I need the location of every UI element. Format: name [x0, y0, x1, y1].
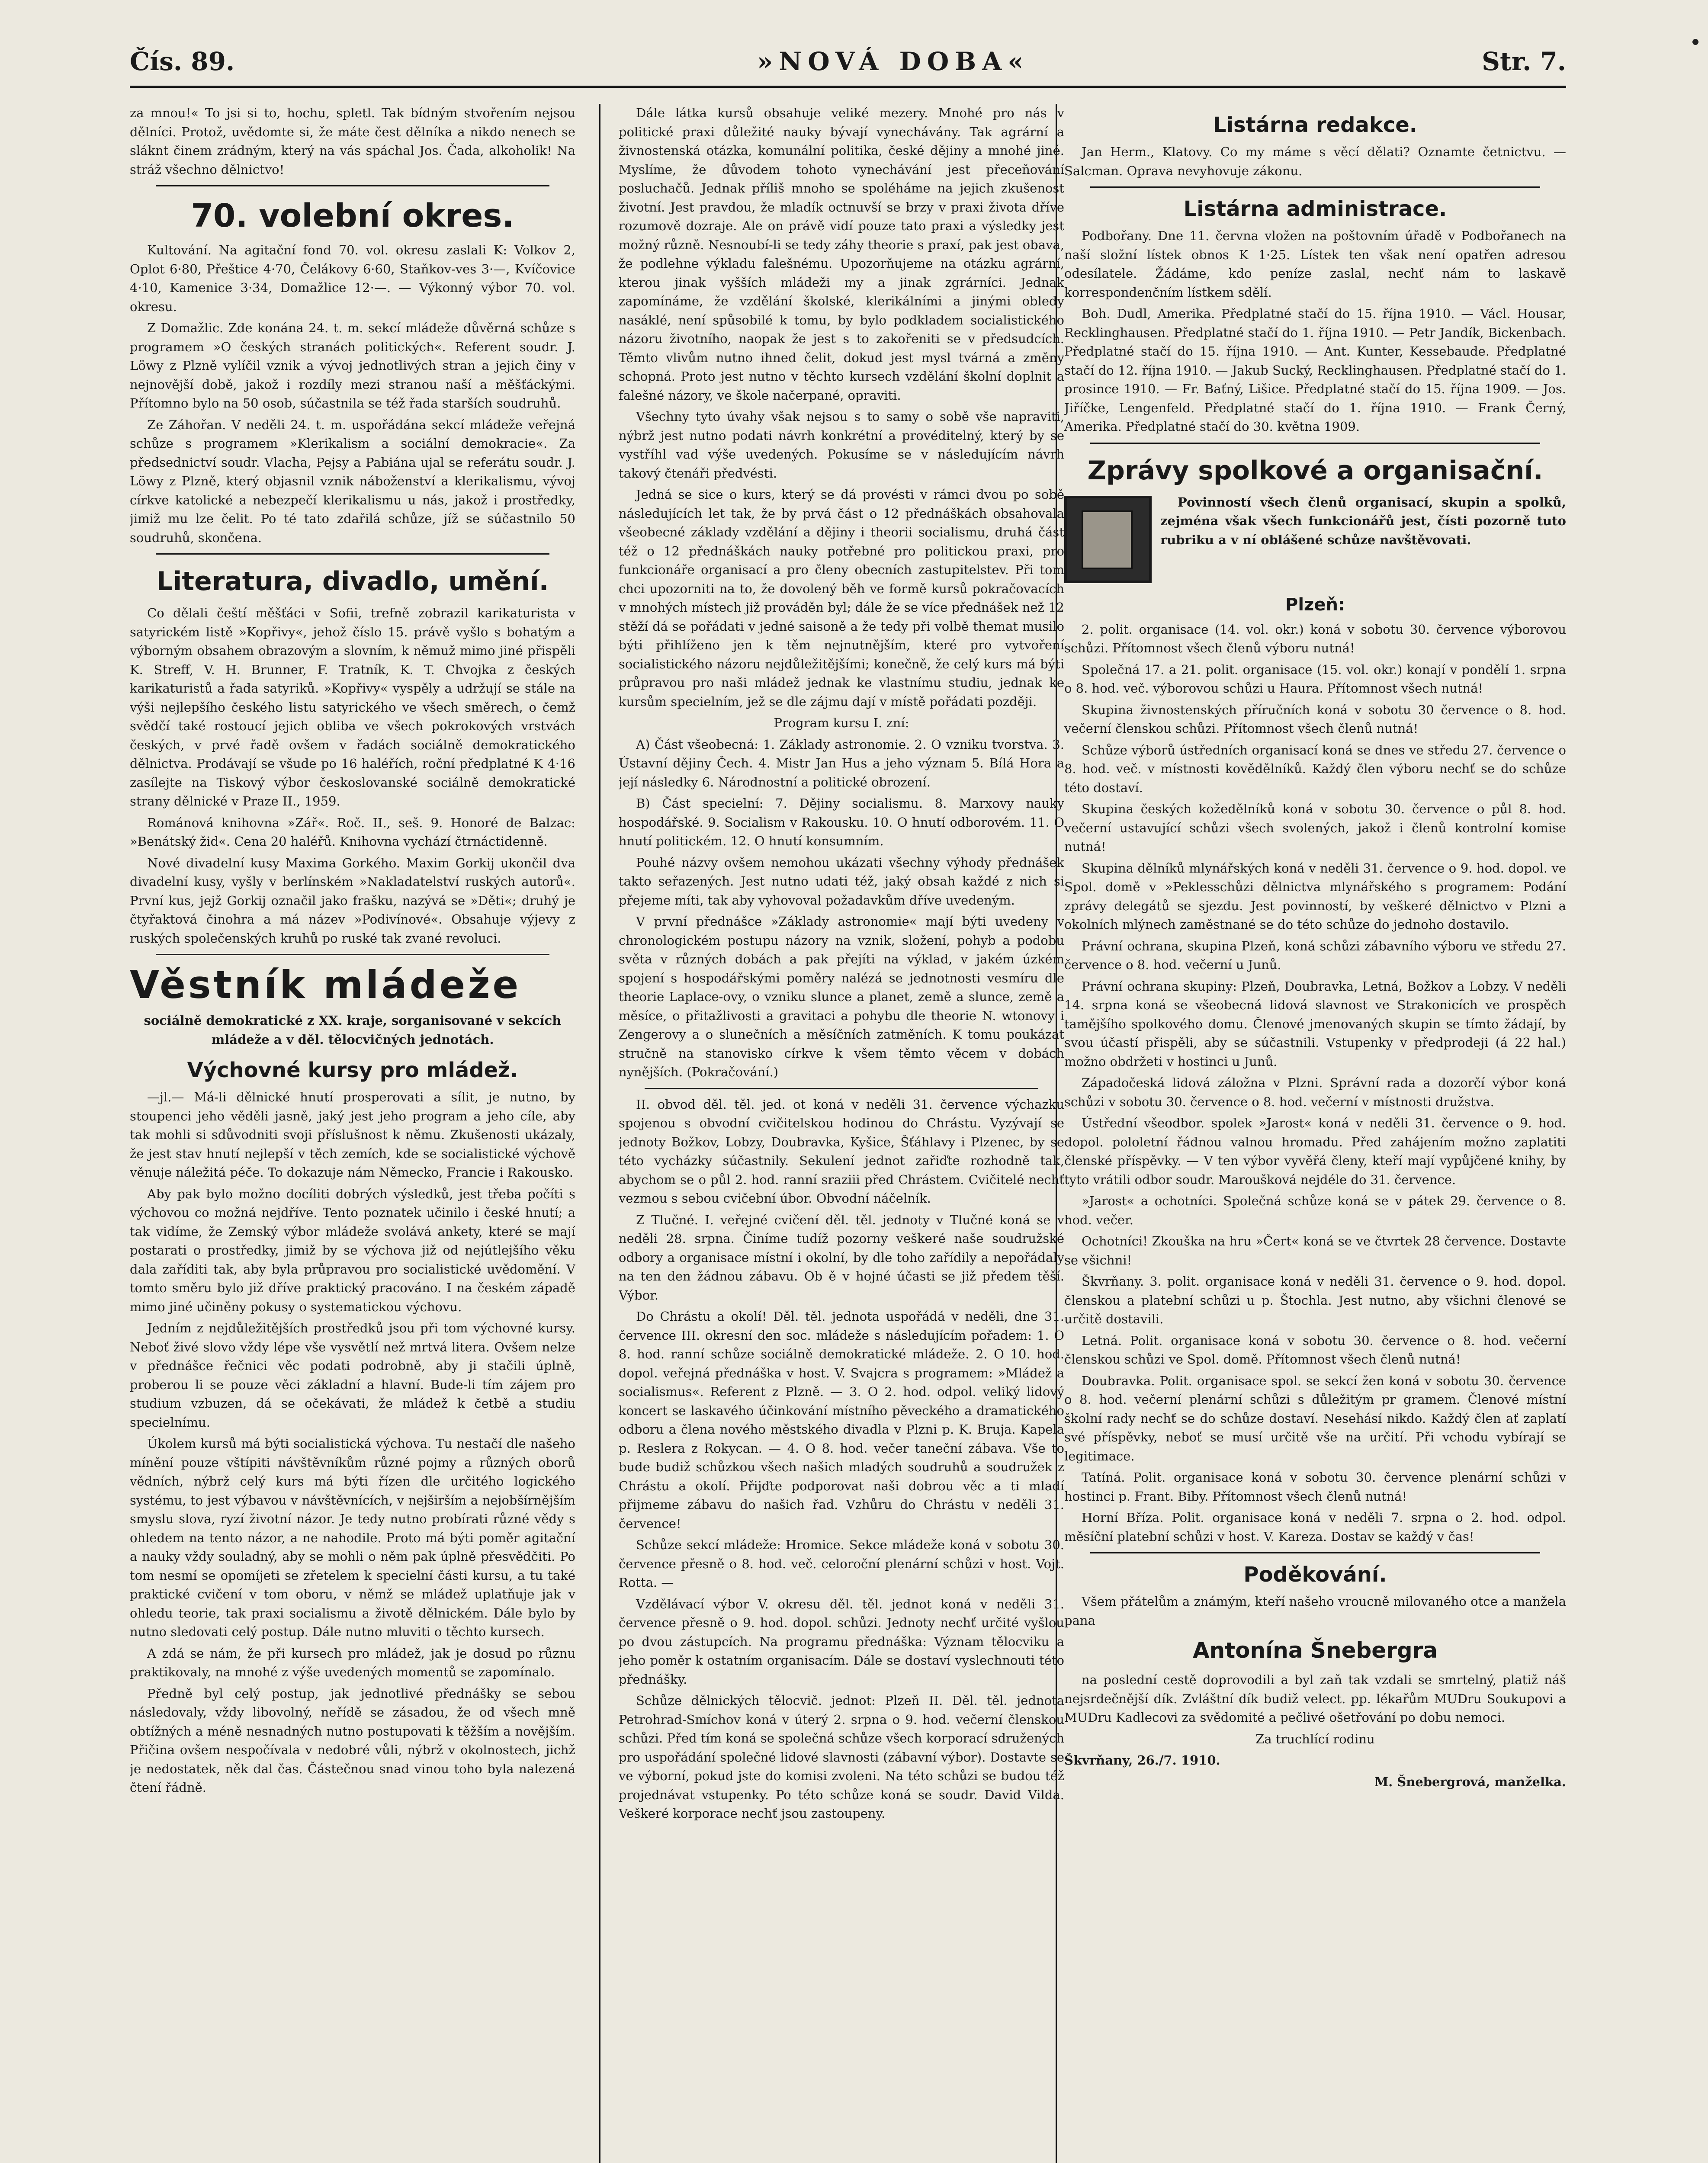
vignette-image [1064, 496, 1152, 583]
page-header [130, 47, 1566, 90]
organisation-intro: Povinností všech členů organisací, skupin a spolků, zejména však všech funkcionářů jest, čísti pozorně tuto rubriku a v ní oblášené schůze navštěvovati. [1160, 494, 1566, 547]
notice-sekce-mladeze: Schůze sekcí mládeže: Hromice. Sekce mládeže koná v sobotu 30. července přesně o 8. hod. več. celoroční plenární schůzi v host. Vojt. Rotta. — [619, 1537, 1064, 1590]
heading-vychovne-kursy: Výchovné kursy pro mládež. [187, 1058, 518, 1082]
news-kultovani: Kultování. Na agitační fond 70. vol. okresu zaslali K: Volkov 2, Oplot 6·80, Přeštice 4·70, Čelákovy 6·60, Staňkov-ves 3·—, Kvíčovice 4·10, Kamenice 3·34, Domažlice 12·—. — Výkonný výbor 70. vol. okresu. [130, 243, 575, 314]
section-rule [156, 553, 549, 555]
kursy-paragraph: Úkolem kursů má býti socialistická výchova. Tu nestačí dle našeho mínění pouze vštípiti návštěvníkům různé pojmy a různých oborů vědních, nýbrž celý kurs má býti řízen dle určitého logického systému, to jest výbavou v návštěvnících, v nejširším a nejobšírnějším smyslu slova, ryzí životní názor. Je tedy nutno probírati různé vědy s ohledem na tento názor, a ne nahodile. Proto má býti poměr agitační a nauky vždy souladný, aby se mohli o něm pak úplně přesvědčiti. Po tom nesmí se opomíjeti se zřetelem k specielní části kursu, a tu také praktické cvičení v tom oboru, v němž se mládež uplatňuje jak v ohledu teorie, tak praxi socialismu a životě dělnickém. Dále bylo by nutno sledovati celý postup. Dále nutno mluviti o těchto kursech. [130, 1436, 575, 1639]
program-title: Program kursu I. zní: [774, 716, 909, 730]
kursy-continuation: V první přednášce »Základy astronomie« mají býti uvedeny v chronologickém postupu názory na vznik, složení, pohyb a podobu světa v různých dobách a pak přejíti na výklad, v jakém úzkém spojení s hospodářskými poměry nalézá se jednotnosti vesmíru dle theorie Laplace-ovy, o vzniku slunce a planet, země a slunce, země a měsíce, o přitažlivosti a gravitaci a pohybu dle theorie N. wtonovy i Zengerovy a o slunečních a měsíčních zatměních. K tomu poukázat stručně na stanovisko církve k všem těmto věcem v dobách nynějších. (Pokračování.) [619, 914, 1064, 1079]
kursy-continuation: Dále látka kursů obsahuje veliké mezery. Mnohé pro nás v politické praxi důležité nauky bývají vynechávány. Tak agrární a živnostenská otázka, komunální politika, české dějiny a mnohé jiné. Myslíme, že důvodem tohoto vynechávání jest přeceňování posluchačů. Jednak příliš mnoho se spoléháme na jejich zkušenost životní. Jest pravdou, že mladík octnuvší se brzy v praxi života dříve rozumově dozraje. Ale on právě vidí pouze tato praxi a výsledky jest možný různě. Nesnoubí-li se tedy záhy theorie s praxí, pak jest obava, že podlehne výkladu falešnému. Upozorňujeme na otázku agrární, kterou jinak vyšších mládeži my a jinak zgrárníci. Jednak zapomínáme, že vzdělání školské, klerikálními a jinými obledy nasáklé, není spůsobilé k tomu, by bylo podkladem socialistického názoru životního, naopak že jest s to zakořeniti se v předsudcích. Těmto vlivům nutno ihned čelit, dokud jest mysl tvárná a změny schopná. Proto jest nutno v těchto kursech vzdělání školní doplnit a falešné názory, ve škole načerpané, opraviti. [619, 106, 1064, 403]
lit-gorkij: Nové divadelní kusy Maxima Gorkého. Maxim Gorkij ukončil dva divadelní kusy, vyšly v berlínském »Nakladatelství ruských autorů«. První kus, jejž Gorkij označil jako frašku, nazývá se »Děti«; druhý je čtyřaktová činohra a má název »Podivínové«. Obsahuje výjevy z ruských společenských kruhů po ruské tak zvané revoluci. [130, 855, 575, 946]
podekovani-text: na poslední cestě doprovodili a byl zaň tak vzdali se smrtelný, platiž náš nejsrdečnější dík. Zvláštní dík budiž velect. pp. lékařům MUDru Soukupovi a MUDru Kadlecovi za svědomité a pečlivé ošetřování po dobu nemoci. [1064, 1672, 1566, 1725]
kursy-continuation: Všechny tyto úvahy však nejsou s to samy o sobě vše napraviti, nýbrž jest nutno podati návrh konkrétní a provéditelný, který by se vystříhl vad výše uvedených. Pokusíme se v následujícím návrh takový čtenáři předvésti. [619, 409, 1064, 481]
vestnik-subtitle: sociálně demokratické z XX. kraje, sorganisované v sekcích mládeže a v děl. tělocvičných jednotách. [144, 1013, 562, 1047]
section-rule [156, 954, 549, 955]
podekovani-place-date: Škvrňany, 26./7. 1910. [1064, 1753, 1220, 1768]
org-notice: Tatíná. Polit. organisace koná v sobotu 30. července plenární schůzi v hostinci p. Frant. Biby. Přítomnost všech členů nutná! [1064, 1470, 1566, 1504]
org-notice: Letná. Polit. organisace koná v sobotu 30. července o 8. hod. večerní členskou schůzi ve Spol. domě. Přítomnost všech členů nutná! [1064, 1333, 1566, 1367]
heading-podekovani: Poděkování. [1243, 1563, 1387, 1587]
org-notice: Skupina živnostenských příručních koná v sobotu 30 července o 8. hod. večerní členskou schůzi. Přítomnost všech členů nutná! [1064, 702, 1566, 736]
kursy-paragraph: Aby pak bylo možno docíliti dobrých výsledků, jest třeba počíti s výchovou co možná nejdříve. Tento poznatek učinilo i české hnutí; a tak vidíme, že Zemský výbor mládeže svolává ankety, které se mají postarati o prostředky, jimiž by se výchova již od nejútlejšího věku dala zaříditi tak, aby byla průpravou pro socialistické uvědomění. V tomto směru bylo již dříve praktický pracováno. I na českém západě mimo jiné učiněny pokusy o systematickou výchovu. [130, 1186, 575, 1314]
issue-number: Čís. 89. [130, 47, 235, 76]
column-1 [130, 104, 575, 2163]
org-notice: Skupina dělníků mlynářských koná v neděli 31. července o 9. hod. dopol. ve Spol. domě v »Peklesschůzi dělnictva mlynářského s programem: Podání zprávy delegátů se sjezdu. Jest povinností, by veškeré dělnictvo v Plzni a okolních mlýnech zaměstnané se do této schůze do jednoho dostavilo. [1064, 860, 1566, 932]
newspaper-title: »NOVÁ DOBA« [757, 47, 1030, 76]
heading-listarna-administrace: Listárna administrace. [1183, 197, 1447, 221]
column-3 [1064, 104, 1566, 2163]
section-rule [1090, 1552, 1540, 1553]
kursy-paragraph: —jl.— Má-li dělnické hnutí prosperovati a sílit, je nutno, by stoupenci jeho věděli jasně, jaký jest jeho program a jeho cíle, aby tak mohli si sdůvodniti svoji příslušnost k němu. Zkušenosti ukázaly, že jest stav hnutí nejlepší v těch zemích, kde se socialistické výchově věnuje náležitá péče. To dokazuje nám Německo, Francie i Rakousko. [130, 1090, 575, 1180]
podekovani-text: Všem přátelům a známým, kteří našeho vroucně milovaného otce a manžela pana [1064, 1594, 1566, 1628]
org-notice: Doubravka. Polit. organisace spol. se sekcí žen koná v sobotu 30. července o 8. hod. večerní plenární schůzi s důležitým pr gramem. Členové místní školní rady nechť se do schůze dostaví. Nesehásí nikdo. Každý člen ať zaplatí své příspěvky, neboť se musí určitě vše na určití. Při vchodu vybírají se legitimace. [1064, 1373, 1566, 1463]
section-rule [645, 1088, 1038, 1089]
organisation-notice-block [1064, 493, 1566, 586]
org-notice: 2. polit. organisace (14. vol. okr.) koná v sobotu 30. července výborovou schůzi. Přítomnost všech členů výboru nutná! [1064, 622, 1566, 655]
news-domazlice: Z Domažlic. Zde konána 24. t. m. sekcí mládeže důvěrná schůze s programem »O českých stranách politických«. Referent soudr. J. Löwy z Plzně vylíčil vznik a vývoj jednotlivých stran a jejich činy v nejnovější době, jakož i rozdíly mezi stranou naší a měšťáckými. Přítomno bylo na 50 osob, súčastnila se též řada starších soudruhů. [130, 321, 575, 411]
org-notice: Západočeská lidová záložna v Plzni. Správní rada a dozorčí výbor koná schůzi v sobotu 30. července o 8. hod. večerní v místnosti družstva. [1064, 1075, 1566, 1109]
article-continuation: za mnou!« To jsi si to, hochu, spletl. Tak bídným stvořením nejsou dělníci. Protož, uvědomte si, že máte čest dělníka a nikdo nenech se sláknt činem zrádným, který na vás spáchal Jos. Čada, alkoholik! Na stráž všechno dělnictvo! [130, 106, 575, 177]
heading-listarna-redakce: Listárna redakce. [1213, 113, 1418, 137]
news-zahorany: Ze Záhořan. V neděli 24. t. m. uspořádána sekcí mládeže veřejná schůze s programem »Klerikalism a sociální demokracie«. Za předsednictví soudr. Vlacha, Pejsy a Pabiána ujal se referátu soudr. J. Löwy z Plzně, který objasnil vznik náboženství a klerikalismu, vývoj církve katolické a nebezpečí klerikalismu u nás, jakož i prostředky, jimiž mu lze čelit. Po té tato zdařilá schůze, jíž se súčastnilo 50 soudruhů, skončena. [130, 417, 575, 545]
page-number: Str. 7. [1482, 47, 1566, 76]
org-notice: Horní Bříza. Polit. organisace koná v neděli 7. srpna o 2. hod. odpol. měsíční platební schůzi v host. V. Kareza. Dostav se každý v čas! [1064, 1510, 1566, 1544]
org-notice: »Jarost« a ochotníci. Společná schůze koná se v pátek 29. července o 8. hod. večer. [1064, 1194, 1566, 1227]
org-notice: Právní ochrana skupiny: Plzeň, Doubravka, Letná, Božkov a Lobzy. V neděli 14. srpna koná se všeobecná lidová slavnost ve Strakonicích ve prospěch tamějšího spolkového domu. Členové jmenovaných skupin se tímto žádají, by svou účastí přispěli, aby se súčastnili. Vstupenky v předprodeji (á 22 hal.) možno obdržeti v hostinci u Junů. [1064, 979, 1566, 1069]
listarna-redakce-text: Jan Herm., Klatovy. Co my máme s věcí dělati? Oznamte četnictvu. — Salcman. Oprava nevyhovuje zákonu. [1064, 144, 1566, 178]
kursy-paragraph: A zdá se nám, že při kursech pro mládež, jak je dosud po různu praktikovaly, na mnohé z výše uvedených momentů se zapomínalo. [130, 1646, 575, 1679]
notice-vzdelavaci-vybor: Vzdělávací výbor V. okresu děl. těl. jednot koná v neděli 31. července přesně o 9. hod. dopol. schůzi. Jednoty nechť určité vyšlou po dvou zástupcích. Na programu přednáška: Význam tělocviku a jeho poměr k ostatním organisacím. Dále se dostaví vyslechnouti této přednášky. [619, 1596, 1064, 1687]
heading-zpravy-spolkove: Zprávy spolkové a organisační. [1087, 455, 1543, 486]
org-notice: Škvrňany. 3. polit. organisace koná v neděli 31. července o 9. hod. dopol. členskou a platební schůzi u p. Štochla. Jest nutno, aby všichni členové se určitě dostavili. [1064, 1274, 1566, 1326]
column-2 [619, 104, 1064, 2163]
section-rule [156, 185, 549, 186]
heading-volebni-okres: 70. volební okres. [191, 197, 514, 234]
podekovani-family: Za truchlící rodinu [1255, 1731, 1375, 1746]
kursy-continuation: Jedná se sice o kurs, který se dá provésti v rámci dvou po sobě následujících let tak, že by prvá část o 12 přednáškách obsahovala všeobecné základy vzdělání a dějiny i theorii socialismu, druhá část též o 12 přednáškách nauky potřebné pro politickou praxi, pro funkcionáře organisací a pro členy obecních zastupitelstev. Při tom chci upozorniti na to, že dovolený běh ve formě kursů pokračovacích v mnohých místech již prováděn byl; dále že se více přednášek než 12 stěží dá se pořádati v jedné saisoně a že tedy při volbě themat musilo býti přihlíženo jen k těm nejnutnějším, které pro vytvoření socialistického názoru nejdůležitějšími; konečně, že celý kurs má býti průpravou pro naši mládež jednak ke vlastnímu studiu, jednak ke kursům specielním, jež se dle zájmu dají v místě pořádati později. [619, 487, 1064, 709]
program-part-a: A) Část všeobecná: 1. Základy astronomie. 2. O vzniku tvorstva. 3. Ústavní dějiny Čech. 4. Mistr Jan Hus a jeho význam 5. Bílá Hora a její následky 6. Národnostní a politické obrození. [619, 737, 1064, 789]
header-rule [130, 86, 1566, 88]
deceased-name: Antonína Šnebergra [1192, 1638, 1438, 1663]
org-notice: Společná 17. a 21. polit. organisace (15. vol. okr.) konají v pondělí 1. srpna o 8. hod. več. výborovou schůzi u Haura. Přítomnost všech nutná! [1064, 662, 1566, 696]
notice-chrast: Do Chrástu a okolí! Děl. těl. jednota uspořádá v neděli, dne 31. července III. okresní den soc. mládeže s následujícím pořadem: 1. O 8. hod. ranní schůze sociálně demokratické mládeže. 2. O 10. hod. dopol. veřejná přednáška v host. V. Svajcra s programem: »Mládež a socialismus«. Referent z Plzně. — 3. O 2. hod. odpol. veliký lidový koncert se laskavého účinkování místního pěveckého a dramatického odboru a člena nového městského divadla v Plzni p. K. Bruja. Kapela p. Reslera z Rokycan. — 4. O 8. hod. večer taneční zábava. Vše to bude budiž schůzkou všech našich mladých soudruhů a soudružek z Chrástu a okolí. Přijďte podporovat naši dobrou věc a ti mladí přijmeme zábavu do našich řad. Vzhůru do Chrástu v neděli 31. července! [619, 1309, 1064, 1531]
heading-plzen: Plzeň: [1285, 594, 1345, 615]
heading-vestnik-mladeze: Věstník mládeže [130, 963, 521, 1007]
listarna-adm-podborany: Podbořany. Dne 11. června vložen na poštovním úřadě v Podbořanech na naší složní lístek obnos K 1·25. Lístek ten však není opatřen adresou odesílatele. Žádáme, kdo peníze zaslal, nechť nám to laskavě korrespondenčním lístkem sdělí. [1064, 228, 1566, 300]
program-part-b: B) Část specielní: 7. Dějiny socialismu. 8. Marxovy nauky hospodářské. 9. Socialism v Rakousku. 10. O hnutí odborovém. 11. O hnutí politickém. 12. O hnutí konsumním. [619, 796, 1064, 848]
listarna-adm-predplatne: Boh. Dudl, Amerika. Předplatné stačí do 15. října 1910. — Václ. Housar, Recklinghausen. Předplatné stačí do 1. října 1910. — Petr Jandík, Bickenbach. Předplatné stačí do 15. října 1910. — Ant. Kunter, Kessebaude. Předplatné stačí do 12. října 1910. — Jakub Sucký, Recklinghausen. Předplatné stačí do 1. prosince 1910. — Fr. Baťný, Lišice. Předplatné stačí do 15. října 1909. — Jos. Jiříčke, Lengenfeld. Předplatné stačí do 1. října 1910. — Frank Černý, Amerika. Předplatné stačí do 30. května 1909. [1064, 306, 1566, 434]
notice-telocvicne-jednoty: Schůze dělnických tělocvič. jednot: Plzeň II. Děl. těl. jednota Petrohrad-Smíchov koná v úterý 2. srpna o 9. hod. večerní členskou schůzi. Před tím koná se společná schůze všech korporací sdružených pro uspořádání společné lidové slavnosti (zábavní výbor). Dostavte se ve výborní, pokud jste do komisi zvoleni. Na této schůzi se budou též projednávat vstupenky. Po této schůze koná se soudr. David Vilda. Veškeré korporace nechť jsou zastoupeny. [619, 1693, 1064, 1821]
section-rule [1090, 443, 1540, 444]
lit-romanova-knihovna: Románová knihovna »Zář«. Roč. II., seš. 9. Honoré de Balzac: »Benátský žid«. Cena 20 haléřů. Knihovna vychází čtrnáctidenně. [130, 815, 575, 849]
org-notice: Ústřední všeodbor. spolek »Jarost« koná v neděli 31. července o 9. hod. dopol. pololetní řádnou valnou hromadu. Před zahájením možno zaplatiti členské příspěvky. — V ten výbor vyvěřá členy, kteří mají vypůjčené knihy, by tyto vrátili odbor soudr. Maroušková nejdéle do 31. července. [1064, 1116, 1566, 1187]
org-notice: Právní ochrana, skupina Plzeň, koná schůzi zábavního výboru ve středu 27. července o 8. hod. večerní u Junů. [1064, 938, 1566, 972]
org-notice: Skupina českých kožedělníků koná v sobotu 30. července o půl 8. hod. večerní ustavující schůzi všech svolených, jakož i členů kontrolní komise nutná! [1064, 802, 1566, 854]
podekovani-signature: M. Šnebergrová, manželka. [1374, 1774, 1566, 1789]
org-notice: Schůze výborů ústředních organisací koná se dnes ve středu 27. července o 8. hod. več. v místnosti kovědělníků. Každý člen výboru nechť se do schůze této dostaví. [1064, 742, 1566, 795]
column-divider [599, 104, 600, 2163]
heading-literatura: Literatura, divadlo, umění. [156, 566, 549, 597]
kursy-paragraph: Jedním z nejdůležitějších prostředků jsou při tom výchovné kursy. Neboť živé slovo vždy lépe vše vysvětlí než mrtvá litera. Ovšem nelze v přednášce řečnici věc podati podrobně, aby ji stačili úplně, proberou li se pouze věci základní a hlavní. Bude-li tím zájem pro studium vzbuzen, dá se očekávati, že mládež k četbě a studiu specielnímu. [130, 1321, 575, 1430]
notice-ii-obvod: II. obvod děl. těl. jed. ot koná v neděli 31. července výchazku spojenou s obvodní cvičitelskou hodinou do Chrástu. Vyzývají se jednoty Božkov, Lobzy, Doubravka, Kyšice, Šťáhlavy i Plzenec, by se této vycházky súčastnily. Sekulení jednot zařiďte rozhodně tak, abychom se o půl 2. hod. ranní sraziii před Chrástem. Cvičitelé nechť vezmou s sebou cvičební úbor. Obvodní náčelník. [619, 1097, 1064, 1206]
kursy-paragraph: Předně byl celý postup, jak jednotlivé přednášky se sebou následovaly, vždy libovolný, neřídě se zásadou, že od všech mně obtížných a méně nesnadných nutno postupovati k těžším a novějším. Přičina ovšem nespočívala v nedobré vůli, nýbrž v okolnostech, jichž je nedostatek, něk dal čas. Částečnou snad vinou toho byla nalezená čtení řádně. [130, 1686, 575, 1795]
kursy-continuation: Pouhé názvy ovšem nemohou ukázati všechny výhody přednášek takto seřazených. Jest nutno udati též, jaký obsah každé z nich si přejeme míti, tak aby vyhovoval požadavkům dříve uvedeným. [619, 855, 1064, 908]
notice-tlucna: Z Tlučné. I. veřejné cvičení děl. těl. jednoty v Tlučné koná se v neděli 28. srpna. Činíme tudíž pozorny veškeré naše soudružské odbory a organisace místní i okolní, by dle toho zařídily a nepořádaly na ten den žádnou zábavu. Ob ě v hojné účasti se již předem těší. Výbor. [619, 1212, 1064, 1303]
lit-kopriva: Co dělali čeští měšťáci v Sofii, trefně zobrazil karikaturista v satyrickém listě »Kopřivy«, jehož číslo 15. právě vyšlo s bohatým a výborným obsahem obrazovým a slovním, k němuž mimo jiné přispěli K. Streff, V. H. Brunner, F. Tratník, K. T. Chvojka z českých karikaturistů a řada satyriků. »Kopřivy« vyspěly a udržují se stále na výši nejlepšího českého listu satyrického ve všech směrech, o čemž svědčí také rostoucí jejich obliba ve všech pokrokových vrstvách českých, v prvé řadě ovšem v řadách sociálně demokratického dělnictva. Prodávají se všude po 16 haléřích, roční předplatné K 4·16 zasílejte na Tiskový výbor českoslovanské sociálně demokratické strany dělnické v Praze II., 1959. [130, 606, 575, 809]
section-rule [1090, 186, 1540, 188]
corner-mark [1692, 39, 1698, 45]
org-notice: Ochotníci! Zkouška na hru »Čert« koná se ve čtvrtek 28 července. Dostavte se všichni! [1064, 1234, 1566, 1268]
